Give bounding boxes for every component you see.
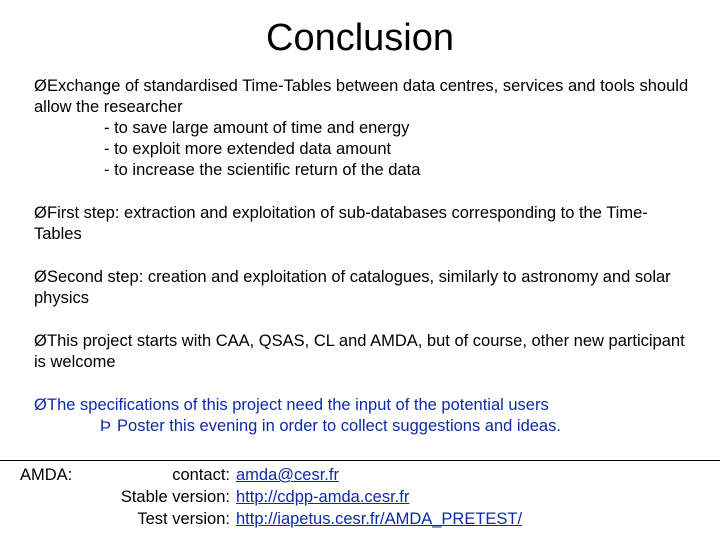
contact-email-link[interactable]: amda@cesr.fr [236,466,339,484]
footer-row-label: Stable version: [120,488,230,506]
footer-row-contact [0,465,720,487]
arrow-bullet-icon: Ø [34,77,47,95]
footer-row-stable [0,487,720,509]
arrow-bullet-icon: Ø [34,396,47,414]
footer-amda-label: AMDA: [20,466,73,484]
sub-item: - to exploit more extended data amount [104,140,392,158]
bullet-item-exchange [34,76,694,181]
bullet-text: First step: extraction and exploitation of sub-databases corresponding to the Time-Tables [34,204,648,243]
footer-row-label: Test version: [137,510,230,528]
bullet-list [34,76,694,459]
test-version-link[interactable]: http://iapetus.cesr.fr/AMDA_PRETEST/ [236,510,523,528]
bullet-text: Second step: creation and exploitation of catalogues, similarly to astronomy and solar physics [34,268,671,307]
footer-divider [0,460,720,461]
sub-item: - to increase the scientific return of the data [104,161,421,179]
page-title: Conclusion [266,17,454,59]
bullet-item-project-start [34,331,694,373]
arrow-bullet-icon: Ø [34,204,47,222]
poster-text: Poster this evening in order to collect suggestions and ideas. [117,417,561,435]
sub-item: - to save large amount of time and energy [104,119,410,137]
stable-version-link[interactable]: http://cdpp-amda.cesr.fr [236,488,410,506]
footer-row-label: contact: [172,466,230,484]
poster-line [34,416,694,437]
bullet-item-first-step [34,203,694,245]
implies-arrow-icon: Þ [100,417,112,435]
bullet-item-second-step [34,267,694,309]
arrow-bullet-icon: Ø [34,268,47,286]
bullet-item-specifications [34,395,694,437]
footer-row-test [0,509,720,531]
bullet-text: The specifications of this project need the input of the potential users [47,396,549,414]
bullet-text: This project starts with CAA, QSAS, CL and AMDA, but of course, other new participant is welcome [34,332,685,371]
bullet-text: Exchange of standardised Time-Tables between data centres, services and tools should allow the researcher [34,77,689,116]
arrow-bullet-icon: Ø [34,332,47,350]
